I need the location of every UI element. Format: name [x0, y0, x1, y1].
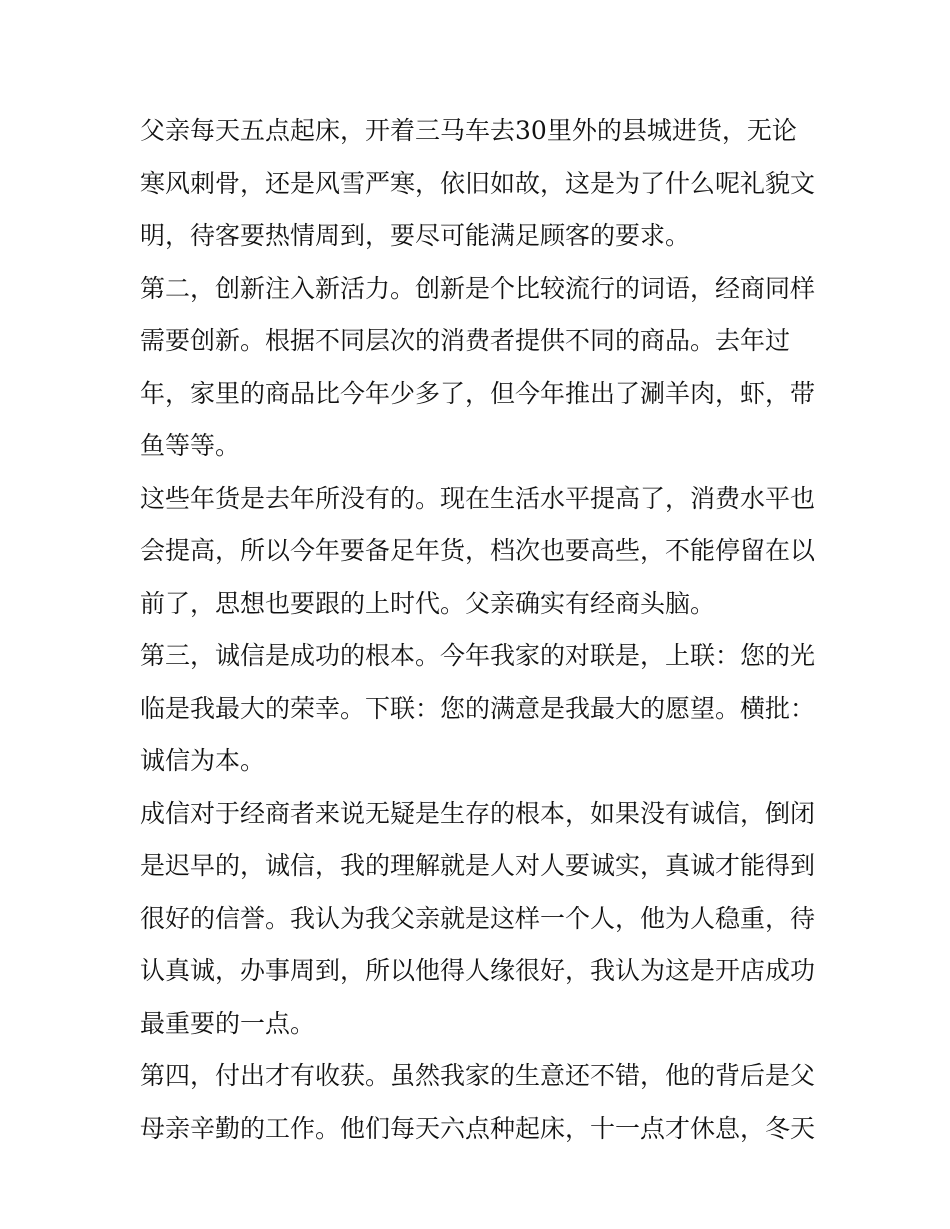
text-line: 父亲每天五点起床，开着三马车去30里外的县城进货，无论 — [140, 116, 797, 145]
text-line: 需要创新。根据不同层次的消费者提供不同的商品。去年过 — [140, 326, 791, 355]
text-line: 第三，诚信是成功的根本。今年我家的对联是，上联：您的光 — [140, 641, 816, 670]
text-line: 明，待客要热情周到，要尽可能满足顾客的要求。 — [140, 221, 691, 250]
text-line: 是迟早的，诚信，我的理解就是人对人要诚实，真诚才能得到 — [140, 851, 816, 880]
text-line: 诚信为本。 — [140, 746, 266, 775]
text-line: 最重要的一点。 — [140, 1008, 316, 1038]
document-body — [140, 105, 820, 1155]
text-line: 鱼等等。 — [140, 431, 241, 460]
text-line: 寒风刺骨，还是风雪严寒，依旧如故，这是为了什么呢礼貌文 — [140, 168, 816, 198]
text-line: 第二，创新注入新活力。创新是个比较流行的词语，经商同样 — [140, 273, 816, 303]
text-line: 临是我最大的荣幸。下联：您的满意是我最大的愿望。横批： — [140, 693, 816, 723]
text-line: 第四，付出才有收获。虽然我家的生意还不错，他的背后是父 — [140, 1061, 816, 1090]
text-line: 前了，思想也要跟的上时代。父亲确实有经商头脑。 — [140, 588, 716, 618]
text-line: 很好的信誉。我认为我父亲就是这样一个人，他为人稳重，待 — [140, 903, 816, 933]
text-line: 会提高，所以今年要备足年货，档次也要高些，不能停留在以 — [140, 536, 816, 565]
text-line: 年，家里的商品比今年少多了，但今年推出了涮羊肉，虾，带 — [140, 378, 816, 408]
text-line: 成信对于经商者来说无疑是生存的根本，如果没有诚信，倒闭 — [140, 798, 816, 828]
text-line: 这些年货是去年所没有的。现在生活水平提高了，消费水平也 — [140, 483, 816, 513]
text-line: 母亲辛勤的工作。他们每天六点种起床，十一点才休息，冬天 — [140, 1113, 816, 1143]
text-line: 认真诚，办事周到，所以他得人缘很好，我认为这是开店成功 — [140, 956, 816, 985]
